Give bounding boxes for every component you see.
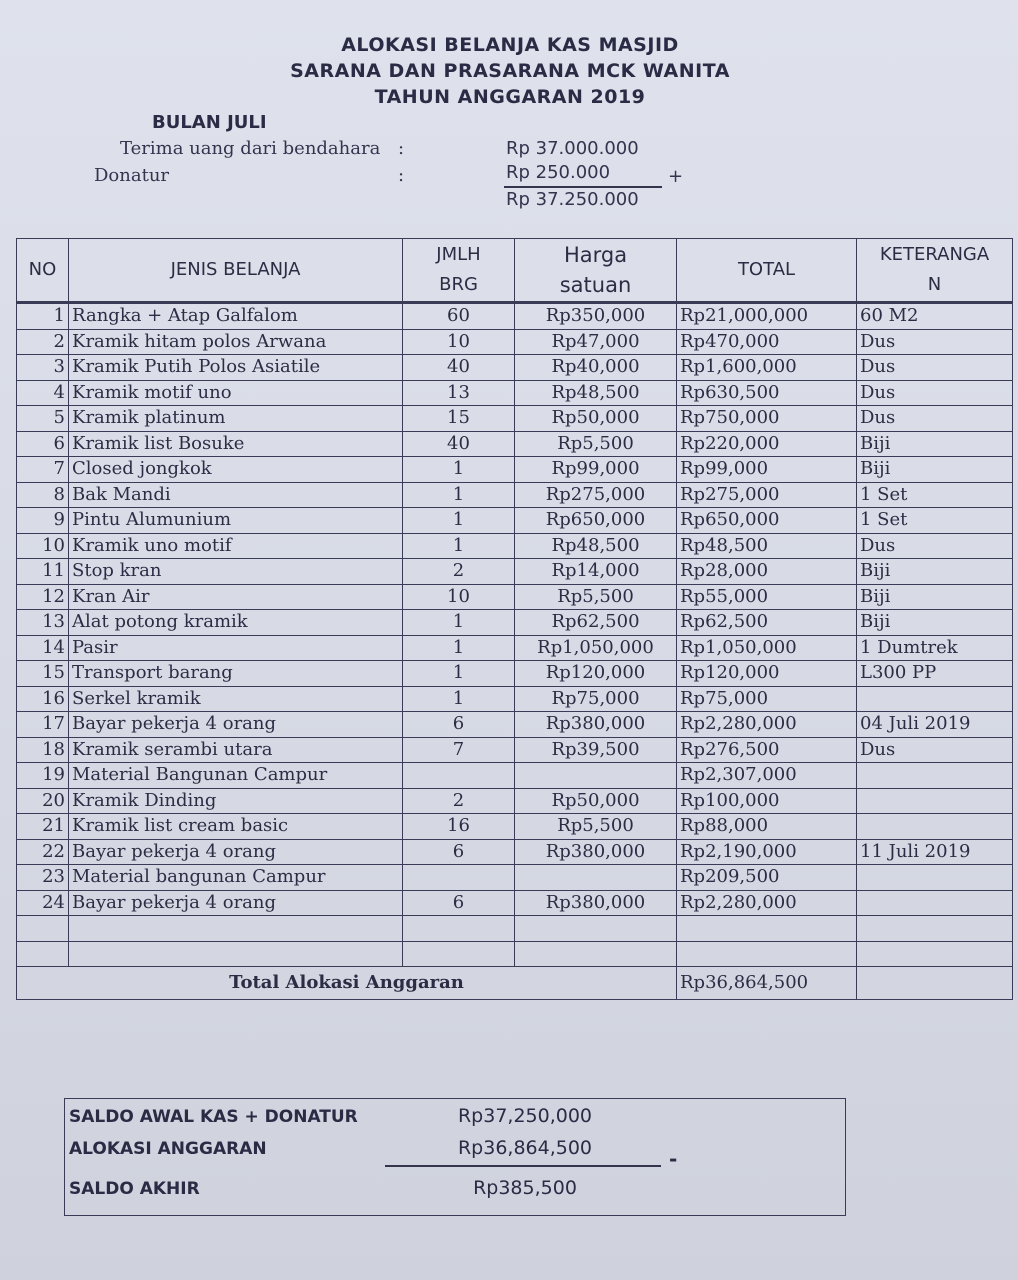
document-title-line1: ALOKASI BELANJA KAS MASJID	[341, 34, 679, 56]
total-note-empty	[857, 967, 1013, 1000]
row-item-name: Rangka + Atap Galfalom	[69, 303, 403, 330]
row-number: 18	[17, 737, 69, 763]
row-note	[857, 788, 1013, 814]
row-item-name: Kramik motif uno	[69, 380, 403, 406]
row-total: Rp28,000	[677, 559, 857, 585]
row-unit-price: Rp75,000	[515, 686, 677, 712]
row-unit-price: Rp48,500	[515, 533, 677, 559]
row-total: Rp2,280,000	[677, 712, 857, 738]
row-quantity: 6	[403, 712, 515, 738]
row-number: 23	[17, 865, 69, 891]
row-item-name: Stop kran	[69, 559, 403, 585]
row-quantity: 10	[403, 584, 515, 610]
header-price-line2: satuan	[559, 273, 632, 297]
balance-end-value: Rp385,500	[473, 1177, 577, 1199]
row-unit-price: Rp1,050,000	[515, 635, 677, 661]
table-header-row	[17, 239, 1013, 303]
header-qty-line2: BRG	[439, 274, 478, 295]
row-item-name: Pasir	[69, 635, 403, 661]
row-item-name: Kramik platinum	[69, 406, 403, 432]
row-total: Rp275,000	[677, 482, 857, 508]
table-row	[17, 865, 1013, 891]
row-quantity	[403, 865, 515, 891]
row-unit-price	[515, 763, 677, 789]
row-item-name: Bayar pekerja 4 orang	[69, 839, 403, 865]
table-row	[17, 763, 1013, 789]
row-quantity: 6	[403, 839, 515, 865]
header-note-line2: N	[927, 274, 942, 295]
row-total: Rp1,600,000	[677, 355, 857, 381]
row-number: 3	[17, 355, 69, 381]
row-note: Dus	[857, 737, 1013, 763]
row-item-name: Kramik hitam polos Arwana	[69, 329, 403, 355]
row-total: Rp21,000,000	[677, 303, 857, 330]
balance-summary-box	[64, 1098, 846, 1216]
header-qty-line1: JMLH	[436, 244, 481, 265]
row-total: Rp100,000	[677, 788, 857, 814]
row-item-name: Kramik Putih Polos Asiatile	[69, 355, 403, 381]
row-total: Rp99,000	[677, 457, 857, 483]
table-row	[17, 482, 1013, 508]
row-number: 22	[17, 839, 69, 865]
row-number: 8	[17, 482, 69, 508]
total-value: Rp36,864,500	[677, 967, 857, 1000]
table-row	[17, 406, 1013, 432]
table-row	[17, 431, 1013, 457]
row-quantity: 16	[403, 814, 515, 840]
row-number: 9	[17, 508, 69, 534]
blank-row	[17, 916, 1013, 942]
row-item-name: Serkel kramik	[69, 686, 403, 712]
header-qty	[403, 239, 515, 303]
row-item-name: Kramik list cream basic	[69, 814, 403, 840]
table-row	[17, 303, 1013, 330]
row-total: Rp62,500	[677, 610, 857, 636]
row-number: 12	[17, 584, 69, 610]
document-title-line3: TAHUN ANGGARAN 2019	[374, 86, 646, 108]
row-number: 4	[17, 380, 69, 406]
table-row	[17, 839, 1013, 865]
row-unit-price: Rp47,000	[515, 329, 677, 355]
table-row	[17, 712, 1013, 738]
total-label: Total Alokasi Anggaran	[17, 967, 677, 1000]
row-item-name: Kramik Dinding	[69, 788, 403, 814]
row-quantity: 60	[403, 303, 515, 330]
row-unit-price: Rp650,000	[515, 508, 677, 534]
row-quantity: 1	[403, 661, 515, 687]
row-item-name: Closed jongkok	[69, 457, 403, 483]
row-note: Dus	[857, 406, 1013, 432]
row-quantity: 10	[403, 329, 515, 355]
row-quantity: 1	[403, 508, 515, 534]
row-number: 19	[17, 763, 69, 789]
row-unit-price: Rp120,000	[515, 661, 677, 687]
table-row	[17, 533, 1013, 559]
row-number: 5	[17, 406, 69, 432]
balance-subtract-rule	[385, 1165, 661, 1167]
row-item-name: Transport barang	[69, 661, 403, 687]
minus-sign: -	[669, 1147, 678, 1171]
row-total: Rp120,000	[677, 661, 857, 687]
row-note: Biji	[857, 610, 1013, 636]
row-unit-price: Rp50,000	[515, 788, 677, 814]
row-note	[857, 890, 1013, 916]
row-note: Biji	[857, 559, 1013, 585]
row-total: Rp276,500	[677, 737, 857, 763]
table-row	[17, 635, 1013, 661]
row-note	[857, 865, 1013, 891]
table-row	[17, 457, 1013, 483]
row-quantity: 1	[403, 533, 515, 559]
row-number: 15	[17, 661, 69, 687]
row-quantity: 1	[403, 610, 515, 636]
table-row	[17, 559, 1013, 585]
row-total: Rp220,000	[677, 431, 857, 457]
income-amount-treasurer: Rp 37.000.000	[506, 138, 639, 159]
table-row	[17, 355, 1013, 381]
row-note: 11 Juli 2019	[857, 839, 1013, 865]
row-unit-price: Rp350,000	[515, 303, 677, 330]
table-row	[17, 686, 1013, 712]
row-number: 2	[17, 329, 69, 355]
header-price	[515, 239, 677, 303]
row-item-name: Kramik serambi utara	[69, 737, 403, 763]
row-quantity: 13	[403, 380, 515, 406]
row-number: 7	[17, 457, 69, 483]
row-number: 6	[17, 431, 69, 457]
row-item-name: Pintu Alumunium	[69, 508, 403, 534]
row-item-name: Bayar pekerja 4 orang	[69, 890, 403, 916]
row-unit-price: Rp5,500	[515, 584, 677, 610]
income-amount-sum: Rp 37.250.000	[506, 189, 639, 210]
row-total: Rp1,050,000	[677, 635, 857, 661]
row-note	[857, 763, 1013, 789]
table-row	[17, 380, 1013, 406]
row-unit-price: Rp14,000	[515, 559, 677, 585]
table-row	[17, 814, 1013, 840]
header-note-line1: KETERANGA	[879, 244, 990, 265]
row-number: 24	[17, 890, 69, 916]
table-row	[17, 788, 1013, 814]
row-quantity: 2	[403, 788, 515, 814]
row-item-name: Bak Mandi	[69, 482, 403, 508]
row-note: Biji	[857, 431, 1013, 457]
table-row	[17, 737, 1013, 763]
row-item-name: Bayar pekerja 4 orang	[69, 712, 403, 738]
month-heading: BULAN JULI	[152, 112, 267, 133]
row-number: 10	[17, 533, 69, 559]
row-unit-price: Rp5,500	[515, 814, 677, 840]
balance-end-label: SALDO AKHIR	[69, 1179, 200, 1199]
row-number: 11	[17, 559, 69, 585]
row-total: Rp650,000	[677, 508, 857, 534]
row-total: Rp470,000	[677, 329, 857, 355]
row-quantity: 15	[403, 406, 515, 432]
row-quantity: 1	[403, 686, 515, 712]
balance-start-value: Rp37,250,000	[457, 1105, 593, 1127]
income-sum-rule	[504, 186, 662, 188]
row-item-name: Alat potong kramik	[69, 610, 403, 636]
row-note: 04 Juli 2019	[857, 712, 1013, 738]
table-row	[17, 508, 1013, 534]
row-unit-price	[515, 865, 677, 891]
row-total: Rp88,000	[677, 814, 857, 840]
row-item-name: Kran Air	[69, 584, 403, 610]
total-row	[17, 967, 1013, 1000]
row-item-name: Material bangunan Campur	[69, 865, 403, 891]
row-unit-price: Rp62,500	[515, 610, 677, 636]
document-title-line2: SARANA DAN PRASARANA MCK WANITA	[290, 60, 730, 82]
table-row	[17, 584, 1013, 610]
income-colon-1: :	[398, 138, 405, 159]
row-unit-price: Rp380,000	[515, 712, 677, 738]
row-total: Rp55,000	[677, 584, 857, 610]
row-number: 14	[17, 635, 69, 661]
header-price-line1: Harga	[563, 243, 628, 267]
income-colon-2: :	[398, 165, 405, 186]
income-label-donor: Donatur	[94, 165, 170, 186]
row-total: Rp2,280,000	[677, 890, 857, 916]
row-note: Dus	[857, 533, 1013, 559]
row-note: 60 M2	[857, 303, 1013, 330]
row-number: 1	[17, 303, 69, 330]
row-total: Rp48,500	[677, 533, 857, 559]
header-item: JENIS BELANJA	[69, 239, 403, 303]
row-note: 1 Set	[857, 508, 1013, 534]
row-quantity: 1	[403, 457, 515, 483]
blank-row	[17, 941, 1013, 967]
row-quantity: 6	[403, 890, 515, 916]
row-number: 21	[17, 814, 69, 840]
table-row	[17, 610, 1013, 636]
row-unit-price: Rp380,000	[515, 839, 677, 865]
table-row	[17, 890, 1013, 916]
row-unit-price: Rp275,000	[515, 482, 677, 508]
row-total: Rp2,190,000	[677, 839, 857, 865]
row-number: 16	[17, 686, 69, 712]
row-item-name: Material Bangunan Campur	[69, 763, 403, 789]
row-quantity: 2	[403, 559, 515, 585]
row-note	[857, 814, 1013, 840]
row-unit-price: Rp39,500	[515, 737, 677, 763]
expense-table	[16, 238, 1013, 1000]
income-amount-donor: Rp 250.000	[506, 162, 611, 183]
allocation-label: ALOKASI ANGGARAN	[69, 1139, 267, 1159]
row-item-name: Kramik uno motif	[69, 533, 403, 559]
header-total: TOTAL	[677, 239, 857, 303]
row-unit-price: Rp48,500	[515, 380, 677, 406]
row-note: 1 Dumtrek	[857, 635, 1013, 661]
row-note: Biji	[857, 584, 1013, 610]
income-plus-sign: +	[668, 166, 684, 187]
row-total: Rp2,307,000	[677, 763, 857, 789]
row-note: L300 PP	[857, 661, 1013, 687]
row-quantity: 1	[403, 635, 515, 661]
row-number: 13	[17, 610, 69, 636]
row-quantity: 40	[403, 431, 515, 457]
row-note	[857, 686, 1013, 712]
header-note	[857, 239, 1013, 303]
row-total: Rp750,000	[677, 406, 857, 432]
row-quantity: 1	[403, 482, 515, 508]
header-no: NO	[17, 239, 69, 303]
income-label-treasurer: Terima uang dari bendahara	[120, 138, 381, 159]
table-row	[17, 661, 1013, 687]
row-item-name: Kramik list Bosuke	[69, 431, 403, 457]
row-total: Rp630,500	[677, 380, 857, 406]
row-note: Biji	[857, 457, 1013, 483]
row-note: Dus	[857, 329, 1013, 355]
row-quantity: 40	[403, 355, 515, 381]
row-unit-price: Rp40,000	[515, 355, 677, 381]
row-note: 1 Set	[857, 482, 1013, 508]
row-unit-price: Rp50,000	[515, 406, 677, 432]
row-number: 20	[17, 788, 69, 814]
row-quantity	[403, 763, 515, 789]
table-row	[17, 329, 1013, 355]
row-number: 17	[17, 712, 69, 738]
row-total: Rp209,500	[677, 865, 857, 891]
row-unit-price: Rp380,000	[515, 890, 677, 916]
row-unit-price: Rp5,500	[515, 431, 677, 457]
row-unit-price: Rp99,000	[515, 457, 677, 483]
allocation-value: Rp36,864,500	[457, 1137, 593, 1159]
row-total: Rp75,000	[677, 686, 857, 712]
row-note: Dus	[857, 355, 1013, 381]
balance-start-label: SALDO AWAL KAS + DONATUR	[69, 1107, 358, 1127]
row-note: Dus	[857, 380, 1013, 406]
row-quantity: 7	[403, 737, 515, 763]
